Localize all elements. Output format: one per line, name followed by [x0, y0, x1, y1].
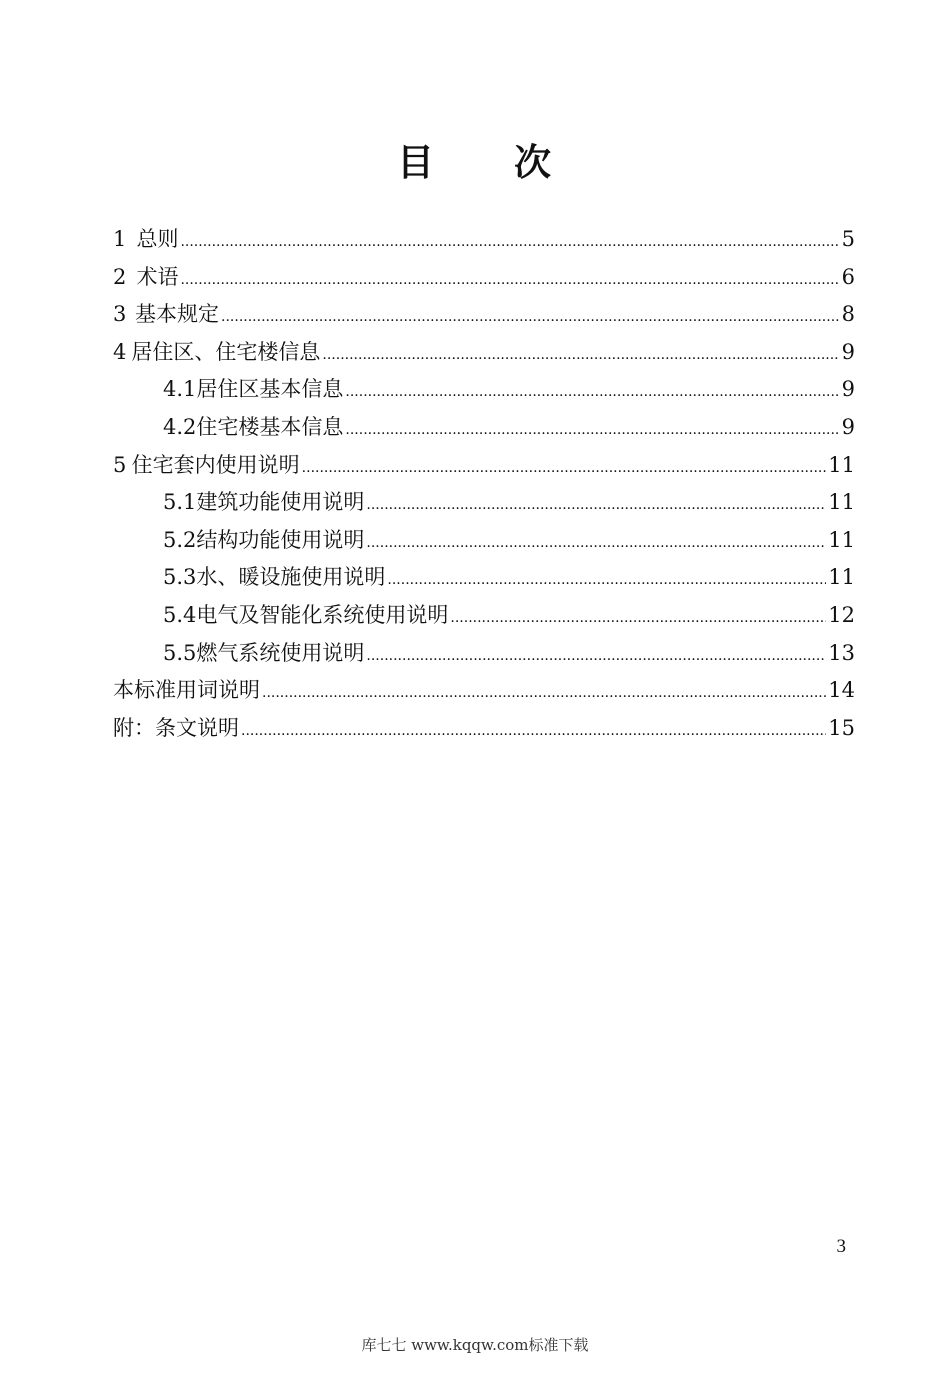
- toc-entry-label: 本标准用词说明: [113, 678, 260, 703]
- page-title: [0, 136, 950, 188]
- toc-entry-label: 结构功能使用说明: [196, 527, 365, 552]
- toc-entry-label: 总则: [136, 227, 179, 251]
- toc-entry-page: 9: [841, 414, 855, 439]
- toc-entry-number: 5.1: [163, 490, 197, 515]
- toc-entry-number: 4: [113, 339, 127, 364]
- toc-entry-page: 9: [841, 339, 855, 364]
- toc-entry-number: 5.5: [163, 640, 197, 665]
- toc-entry-label: 水、暖设施使用说明: [196, 565, 386, 590]
- toc-leader-dots: [366, 487, 826, 525]
- toc-entry-page: 12: [828, 602, 855, 627]
- toc-entry-label: 术语: [136, 264, 179, 289]
- toc-leader-dots: [180, 224, 839, 262]
- toc-entry-number: 5.3: [163, 565, 197, 590]
- toc-entry-number: 3: [113, 302, 127, 327]
- toc-entry-label: 电气及智能化系统使用说明: [196, 602, 449, 627]
- toc-leader-dots: [262, 675, 826, 713]
- toc-leader-dots: [221, 299, 840, 337]
- toc-entry-5[interactable]: [113, 447, 855, 485]
- toc-entry-5-1[interactable]: [113, 484, 855, 522]
- toc-entry-number: 5.4: [163, 602, 197, 627]
- title-char-1: 目: [397, 140, 436, 184]
- toc-entry-1[interactable]: [113, 221, 855, 259]
- toc-entry-label: 燃气系统使用说明: [196, 640, 365, 665]
- toc-entry-2[interactable]: [113, 259, 855, 297]
- toc-entry-page: 11: [828, 565, 855, 590]
- toc-leader-dots: [345, 412, 839, 450]
- toc-entry-4-1[interactable]: [113, 371, 855, 409]
- table-of-contents: [113, 221, 855, 747]
- toc-entry-page: 11: [828, 452, 855, 477]
- toc-entry-3[interactable]: [113, 296, 855, 334]
- toc-entry-5-3[interactable]: [113, 559, 855, 597]
- toc-leader-dots: [450, 600, 826, 638]
- title-char-2: 次: [514, 140, 553, 184]
- toc-entry-label: 居住区基本信息: [196, 377, 344, 402]
- toc-entry-wording-explanation[interactable]: [113, 672, 855, 710]
- toc-entry-page: 9: [841, 377, 855, 402]
- toc-entry-page: 14: [828, 678, 855, 703]
- toc-leader-dots: [387, 562, 826, 600]
- toc-entry-5-4[interactable]: [113, 597, 855, 635]
- toc-entry-appendix[interactable]: [113, 710, 855, 748]
- footer-watermark: 库七七 www.kqqw.com标准下载: [361, 1336, 589, 1354]
- toc-entry-number: 5.2: [163, 527, 197, 552]
- toc-entry-label: 建筑功能使用说明: [196, 490, 365, 515]
- toc-entry-page: 15: [828, 715, 855, 740]
- toc-entry-label: 基本规定: [135, 302, 220, 327]
- toc-leader-dots: [241, 713, 826, 751]
- toc-entry-number: 4.1: [163, 377, 197, 402]
- toc-entry-page: 8: [841, 302, 855, 327]
- toc-entry-number: 1: [113, 227, 127, 251]
- toc-entry-4[interactable]: [113, 334, 855, 372]
- toc-entry-page: 6: [841, 264, 855, 289]
- toc-entry-5-5[interactable]: [113, 635, 855, 673]
- toc-leader-dots: [366, 638, 826, 676]
- toc-entry-page: 5: [841, 227, 855, 251]
- toc-entry-5-2[interactable]: [113, 522, 855, 560]
- toc-entry-number: 4.2: [163, 414, 197, 439]
- toc-entry-page: 11: [828, 527, 855, 552]
- toc-entry-label: 住宅楼基本信息: [196, 414, 344, 439]
- toc-leader-dots: [322, 337, 839, 375]
- toc-entry-number: 5: [113, 452, 127, 477]
- toc-leader-dots: [345, 374, 839, 412]
- toc-leader-dots: [302, 450, 827, 488]
- page-number: 3: [836, 1236, 846, 1257]
- toc-leader-dots: [366, 525, 826, 563]
- toc-entry-label: 居住区、住宅楼信息: [131, 339, 321, 364]
- toc-entry-number: 2: [113, 264, 127, 289]
- toc-entry-label: 住宅套内使用说明: [131, 452, 300, 477]
- toc-entry-label: 附：条文说明: [113, 715, 239, 740]
- toc-entry-4-2[interactable]: [113, 409, 855, 447]
- toc-entry-page: 13: [828, 640, 855, 665]
- toc-entry-page: 11: [828, 490, 855, 515]
- toc-leader-dots: [180, 262, 839, 300]
